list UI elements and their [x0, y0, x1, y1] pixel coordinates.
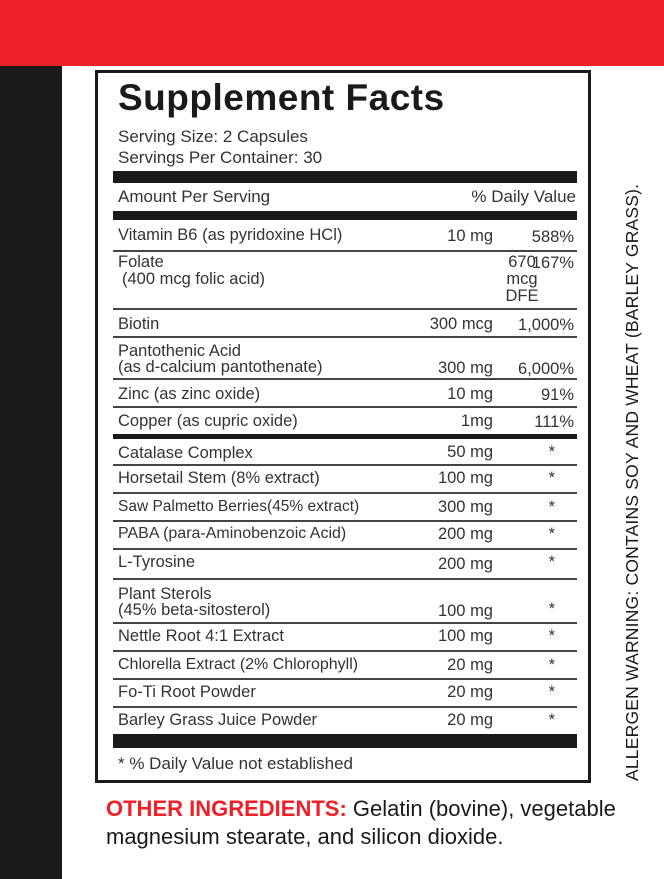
ingredient-name: Barley Grass Juice Powder: [118, 711, 317, 729]
ingredient-row: [113, 708, 577, 736]
ingredient-row: [113, 494, 577, 522]
nutrient-name: Vitamin B6 (as pyridoxine HCl): [118, 226, 343, 244]
nutrient-dv: 588%: [531, 228, 574, 246]
ingredient-amount: 20 mg: [447, 683, 493, 701]
ingredient-amount: 100 mg: [437, 602, 493, 620]
ingredient-dv: *: [548, 525, 555, 543]
ingredient-name-detail: (45% beta-sitosterol): [118, 601, 271, 619]
ingredient-amount: 200 mg: [437, 555, 493, 573]
ingredient-amount: 20 mg: [447, 711, 493, 729]
nutrient-dv: 1,000%: [518, 316, 574, 334]
nutrient-dv: 6,000%: [518, 360, 574, 378]
ingredient-row: [113, 439, 577, 466]
ingredient-amount: 200 mg: [437, 525, 493, 543]
ingredient-name: Catalase Complex: [118, 444, 253, 462]
nutrient-name-detail: (as d-calcium pantothenate): [118, 358, 323, 376]
nutrient-amount-unit: DFE: [505, 287, 539, 305]
thick-divider: [113, 734, 577, 748]
ingredient-name: Plant Sterols: [118, 585, 212, 603]
ingredient-amount: 100 mg: [437, 627, 493, 645]
servings-per-container: Servings Per Container: 30: [118, 148, 323, 167]
ingredient-row: [113, 522, 577, 550]
ingredient-dv: *: [548, 469, 555, 487]
ingredient-amount: 20 mg: [447, 656, 493, 674]
nutrient-amount: 300 mg: [437, 359, 493, 377]
allergen-warning: ALLERGEN WARNING: CONTAINS SOY AND WHEAT (BARLEY GRASS).: [622, 183, 642, 781]
ingredient-dv: *: [548, 443, 555, 461]
other-ingredients-text: Gelatin (bovine), vegetable magnesium stearate, and silicon dioxide.: [106, 796, 616, 849]
ingredient-dv: *: [548, 627, 555, 645]
ingredient-amount: 50 mg: [447, 443, 493, 461]
nutrient-amount-unit: mcg: [506, 270, 538, 288]
nutrient-dv: 111%: [534, 413, 574, 431]
nutrient-amount: 670: [508, 253, 536, 271]
panel-title: Supplement Facts: [118, 77, 445, 118]
nutrient-name: Biotin: [118, 315, 160, 333]
ingredient-dv: *: [548, 656, 555, 674]
ingredient-row: [113, 580, 577, 624]
nutrient-row: [113, 310, 577, 338]
ingredient-name: L-Tyrosine: [118, 553, 196, 571]
nutrient-row: [113, 380, 577, 408]
nutrient-amount: 1mg: [460, 412, 493, 430]
nutrient-row: [113, 252, 577, 310]
nutrient-amount: 10 mg: [447, 227, 493, 245]
ingredient-name: Fo-Ti Root Powder: [118, 683, 256, 701]
ingredient-dv: *: [548, 600, 555, 618]
nutrient-name: Copper (as cupric oxide): [118, 412, 298, 430]
daily-value-header: % Daily Value: [471, 187, 576, 206]
nutrient-amount: 300 mcg: [429, 315, 493, 333]
nutrient-name-detail: (400 mcg folic acid): [122, 270, 266, 288]
ingredient-row: [113, 624, 577, 652]
nutrient-row: [113, 225, 577, 252]
ingredient-amount: 100 mg: [437, 469, 493, 487]
thick-divider: [113, 171, 577, 183]
ingredient-name: Chlorella Extract (2% Chlorophyll): [118, 656, 359, 673]
nutrient-amount: 10 mg: [447, 385, 493, 403]
red-header-band: [0, 0, 664, 66]
column-header: [118, 187, 576, 207]
ingredient-name: Saw Palmetto Berries(45% extract): [118, 498, 360, 515]
ingredient-row: [113, 466, 577, 494]
amount-per-serving-header: Amount Per Serving: [118, 187, 271, 206]
nutrient-dv: 91%: [540, 386, 574, 404]
ingredient-dv: *: [548, 683, 555, 701]
ingredient-dv: *: [548, 553, 555, 571]
nutrient-name: Folate: [118, 253, 164, 271]
ingredient-name: PABA (para-Aminobenzoic Acid): [118, 525, 347, 542]
serving-size: Serving Size: 2 Capsules: [118, 127, 308, 146]
black-side-bar: [0, 66, 62, 879]
ingredient-row: [113, 550, 577, 580]
other-ingredients: [106, 795, 656, 851]
daily-value-footnote: * % Daily Value not established: [118, 754, 353, 773]
ingredient-dv: *: [548, 711, 555, 729]
nutrient-name: Zinc (as zinc oxide): [118, 385, 261, 403]
nutrient-name: Pantothenic Acid: [118, 342, 241, 360]
ingredient-row: [113, 680, 577, 708]
ingredient-name: Nettle Root 4:1 Extract: [118, 627, 284, 645]
ingredient-dv: *: [548, 498, 555, 516]
ingredient-row: [113, 652, 577, 680]
ingredient-name: Horsetail Stem (8% extract): [118, 469, 320, 487]
nutrient-row: [113, 338, 577, 380]
nutrient-row: [113, 408, 577, 435]
thick-divider: [113, 211, 577, 220]
supplement-facts-panel: [95, 70, 591, 783]
other-ingredients-label: OTHER INGREDIENTS:: [106, 796, 347, 821]
ingredient-amount: 300 mg: [437, 498, 493, 516]
nutrient-dv: 167%: [531, 254, 574, 272]
